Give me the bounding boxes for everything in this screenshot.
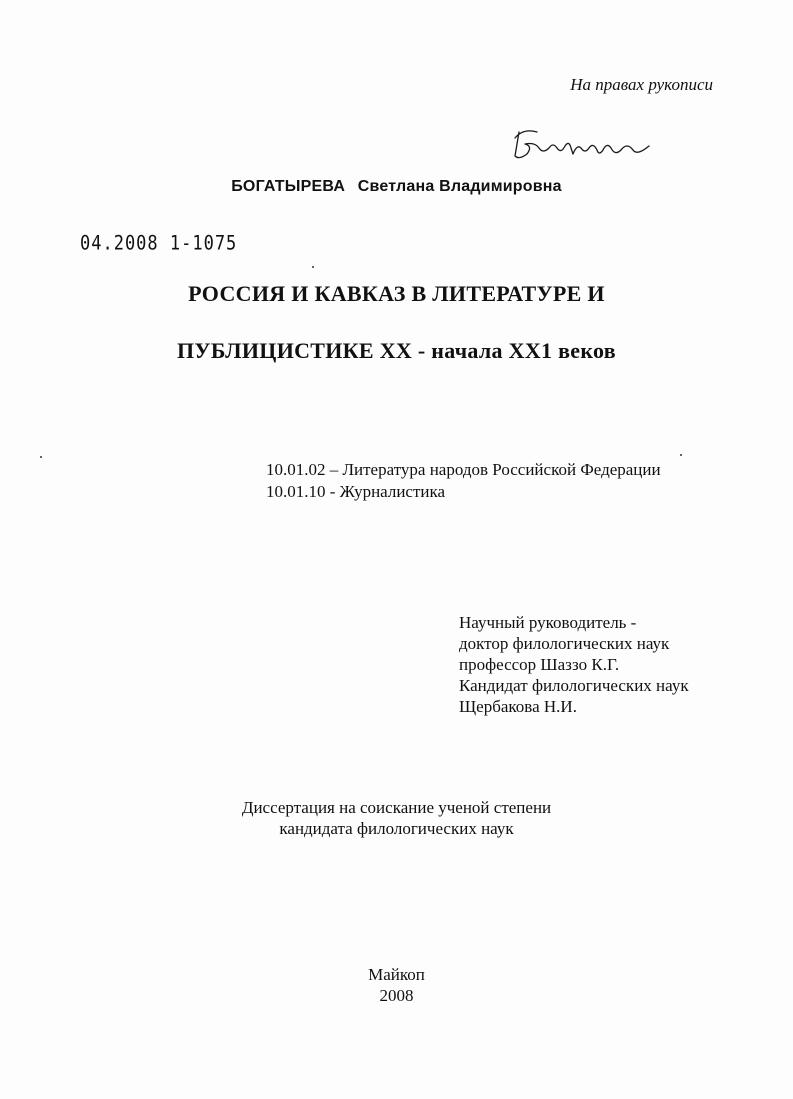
supervisor-line-3: профессор Шаззо К.Г.	[459, 655, 620, 674]
scan-speck	[40, 456, 42, 458]
supervisor-line-2: доктор филологических наук	[459, 634, 670, 653]
supervisor-line-1: Научный руководитель -	[459, 613, 637, 632]
scan-speck	[312, 266, 314, 268]
city: Майкоп	[368, 965, 425, 984]
title-line-1: РОССИЯ И КАВКАЗ В ЛИТЕРАТУРЕ И	[188, 281, 605, 306]
supervisor-line-4: Кандидат филологических наук	[459, 676, 689, 695]
specialty-line-2: 10.01.10 - Журналистика	[266, 482, 446, 501]
year: 2008	[379, 986, 414, 1005]
author-name	[0, 178, 793, 196]
author-given-names: Светлана Владимировна	[357, 178, 562, 195]
scan-speck	[680, 454, 682, 456]
thesis-line-1: Диссертация на соискание ученой степени	[241, 798, 552, 817]
author-signature	[505, 120, 655, 170]
supervisor-line-5: Щербакова Н.И.	[459, 697, 577, 716]
thesis-line-2: кандидата филологических наук	[279, 819, 514, 838]
author-surname: БОГАТЫРЕВА	[231, 178, 346, 195]
rights-note: На правах рукописи	[570, 75, 713, 94]
title-line-2: ПУБЛИЦИСТИКЕ XX - начала XX1 веков	[177, 338, 616, 363]
registration-stamp: 04.2008 1-1075	[80, 232, 238, 255]
specialty-line-1: 10.01.02 – Литература народов Российской Федерации	[266, 460, 661, 479]
